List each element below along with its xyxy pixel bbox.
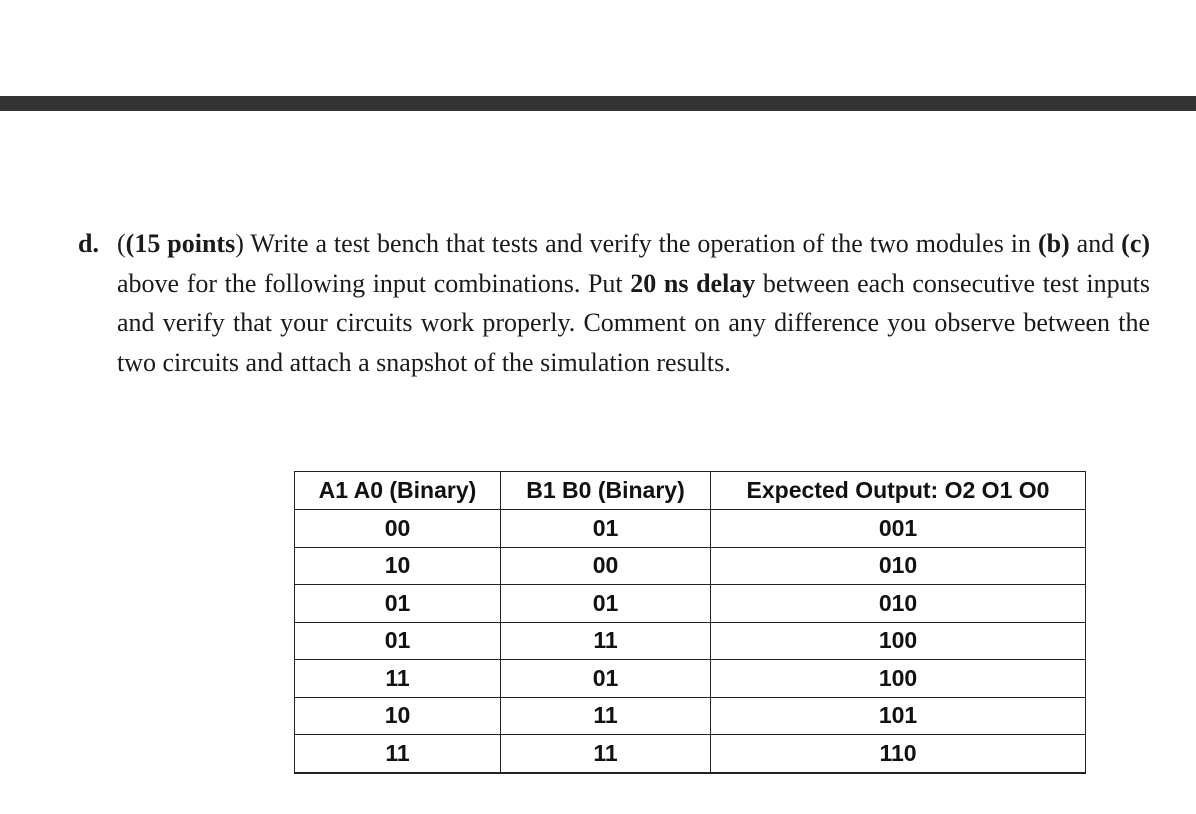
question-points: (15 points (125, 229, 236, 258)
points-open-paren: ( (117, 229, 126, 258)
cell-output: 010 (711, 547, 1086, 585)
question-d (78, 224, 1150, 382)
cell-a: 01 (295, 585, 501, 623)
cell-output: 010 (711, 585, 1086, 623)
cell-output: 100 (711, 660, 1086, 698)
cell-b: 01 (501, 660, 711, 698)
table-row (295, 622, 1086, 660)
cell-b: 11 (501, 735, 711, 773)
cell-b: 11 (501, 697, 711, 735)
question-marker: d. (78, 229, 99, 258)
cell-a: 01 (295, 622, 501, 660)
question-text-2: and (1069, 229, 1122, 258)
cell-a: 11 (295, 660, 501, 698)
cell-b: 01 (501, 585, 711, 623)
cell-output: 101 (711, 697, 1086, 735)
table-row (295, 585, 1086, 623)
cell-output: 001 (711, 510, 1086, 548)
question-text-4: between each consecutive test inputs and verify that your circuits work properly. Comment on any difference you observe between the two circuits and attach a snapshot of the simulation results. (117, 268, 1150, 377)
cell-output: 100 (711, 622, 1086, 660)
header-b-inputs: B1 B0 (Binary) (501, 472, 711, 510)
question-text (117, 224, 1150, 382)
cell-b: 01 (501, 510, 711, 548)
cell-output: 110 (711, 735, 1086, 773)
cell-b: 11 (501, 622, 711, 660)
header-a-inputs: A1 A0 (Binary) (295, 472, 501, 510)
question-text-3: above for the following input combinations. Put (117, 268, 631, 298)
question-text-1: Write a test bench that tests and verify the operation of the two modules in (243, 229, 1038, 258)
cell-b: 00 (501, 547, 711, 585)
table-row (295, 660, 1086, 698)
table-header-row (295, 472, 1086, 510)
table-row (295, 697, 1086, 735)
cell-a: 10 (295, 697, 501, 735)
module-ref-b: (b) (1037, 229, 1070, 258)
cell-a: 11 (295, 735, 501, 773)
test-input-table (294, 471, 1086, 774)
header-expected-output: Expected Output: O2 O1 O0 (711, 472, 1086, 510)
table-row (295, 510, 1086, 548)
delay-value: 20 ns delay (630, 268, 756, 298)
cell-a: 10 (295, 547, 501, 585)
header-rule (0, 96, 1196, 111)
points-close-paren: ) (235, 229, 244, 258)
table-row (295, 735, 1086, 773)
table-row (295, 547, 1086, 585)
cell-a: 00 (295, 510, 501, 548)
module-ref-c: (c) (1121, 229, 1151, 258)
